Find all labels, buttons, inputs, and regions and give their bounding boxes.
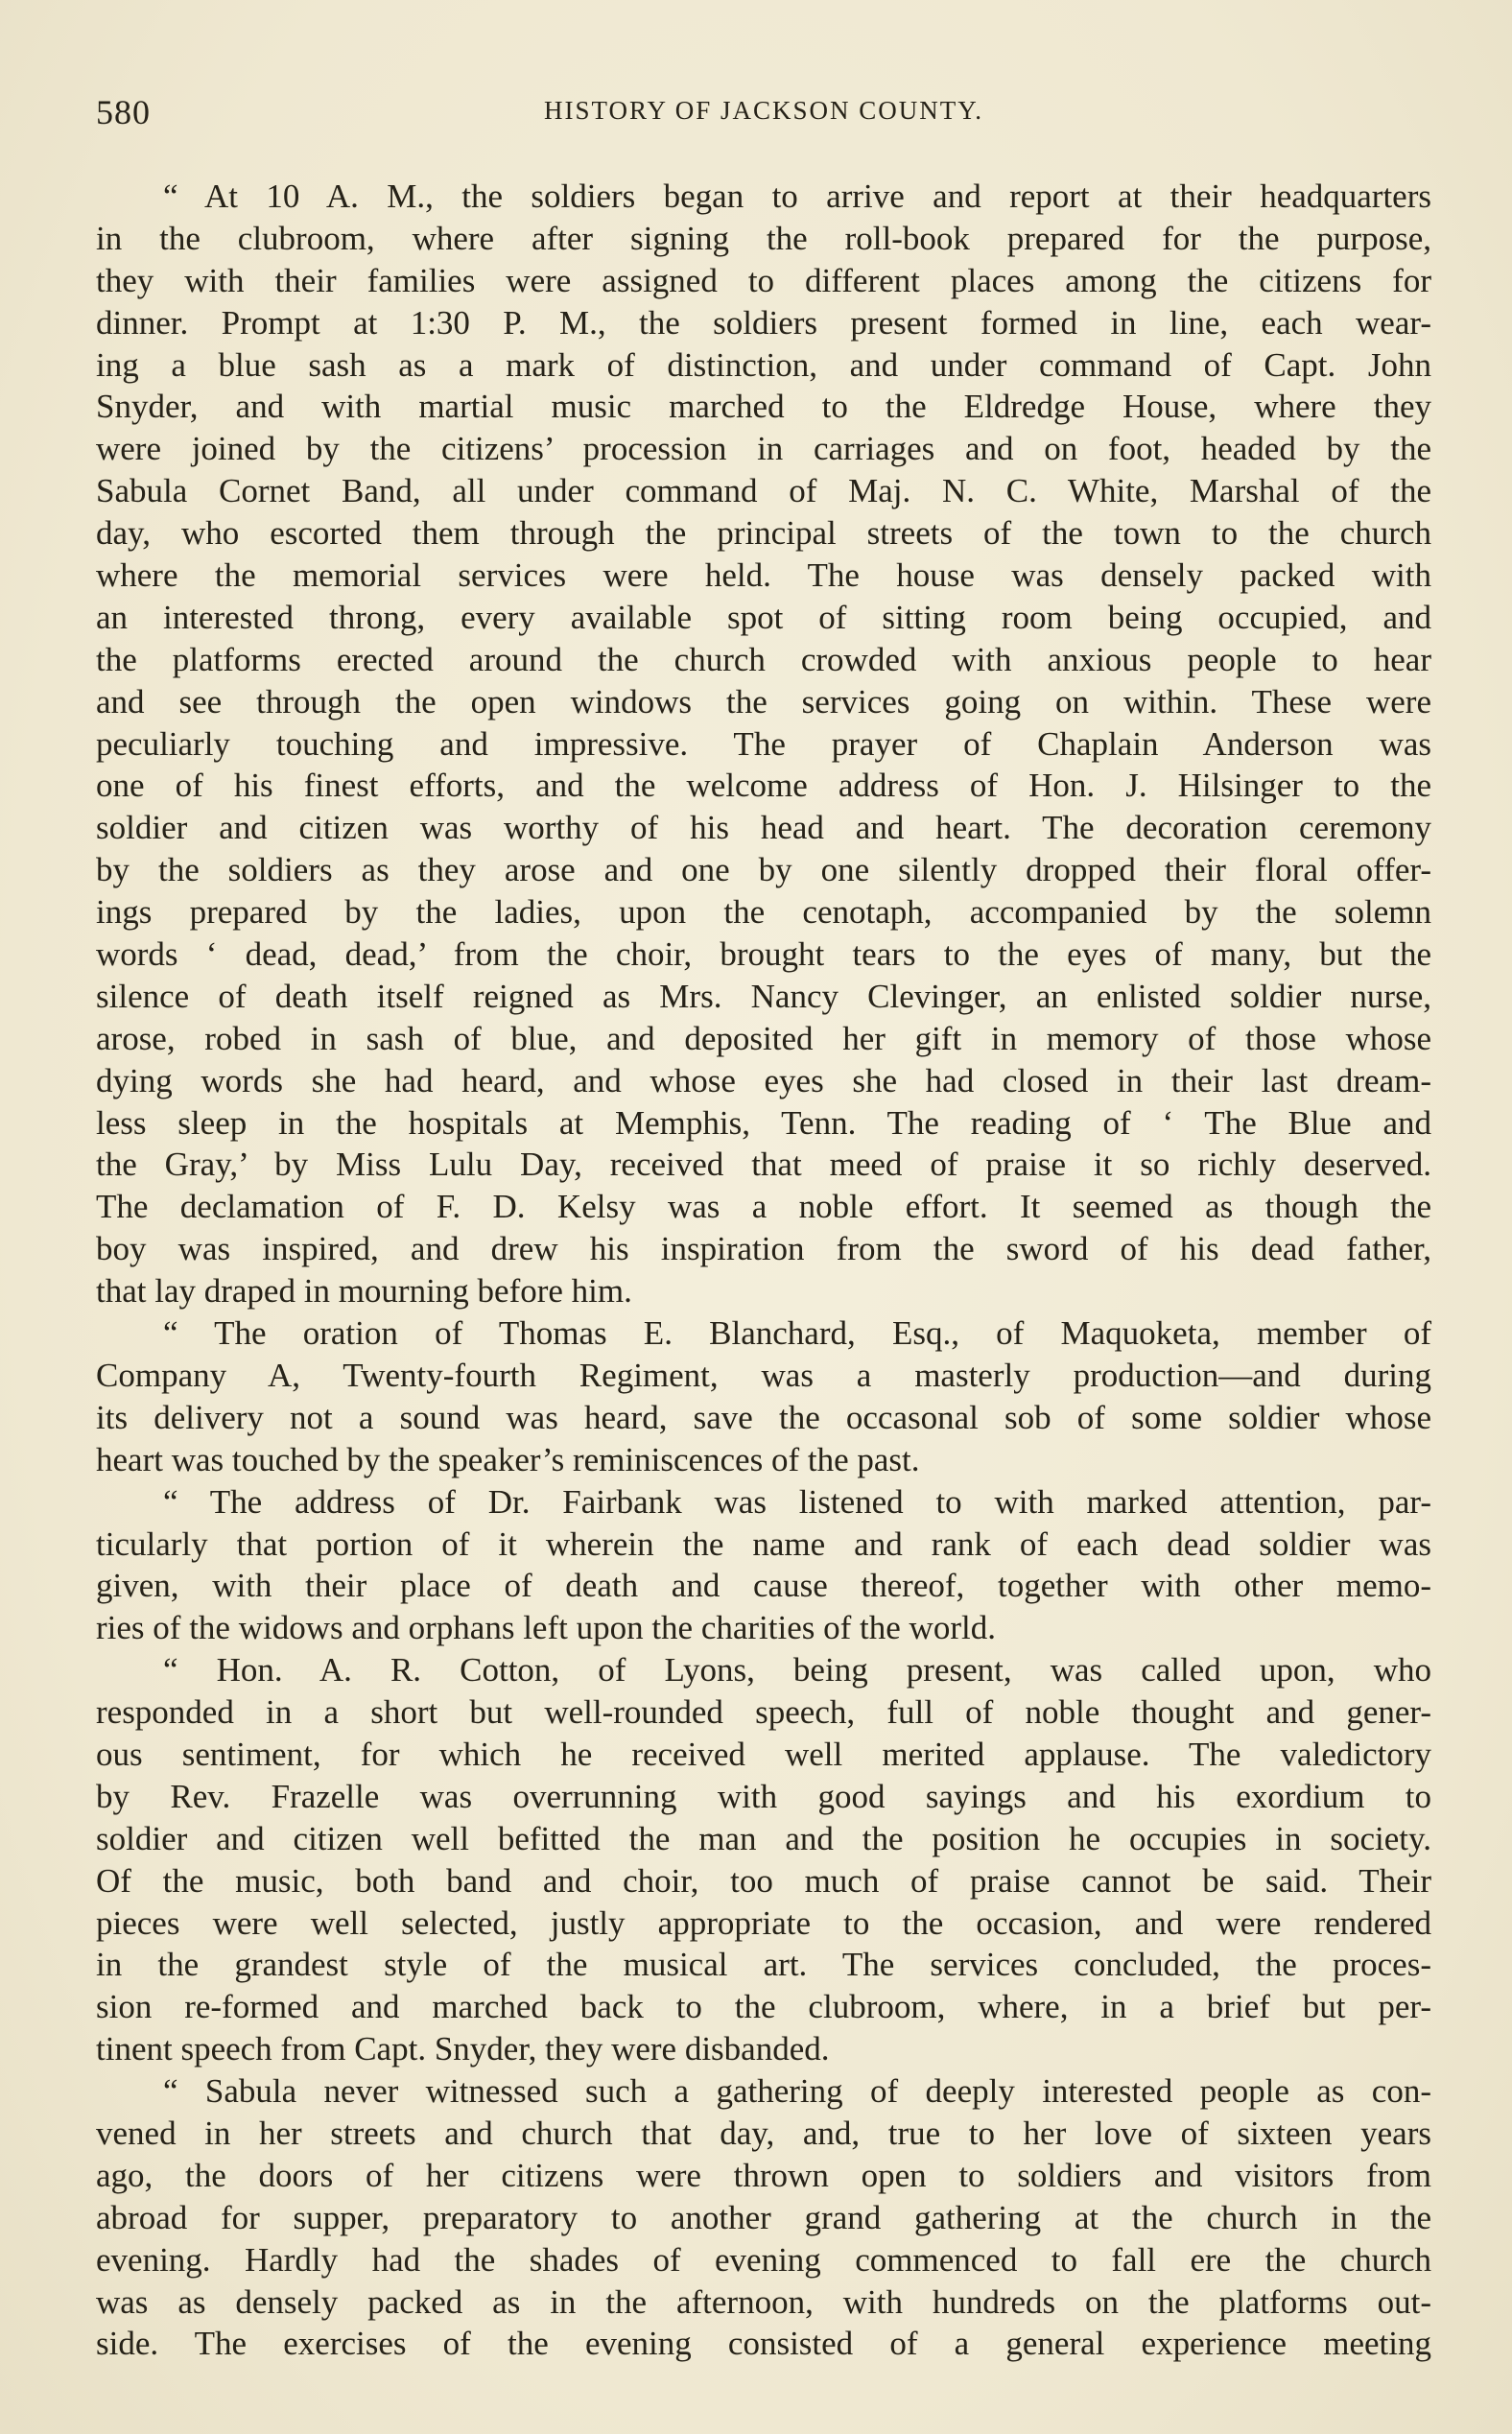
text-line: tinent speech from Capt. Snyder, they were disbanded. bbox=[96, 2030, 830, 2068]
text-line: pieces were well selected, justly appropriate to the occasion, and were rendered bbox=[96, 1903, 1431, 1942]
text-line: ous sentiment, for which he received well merited applause. The valedictory bbox=[96, 1735, 1431, 1773]
text-line: arose, robed in sash of blue, and deposited her gift in memory of those whose bbox=[96, 1019, 1431, 1057]
text-line: the platforms erected around the church crowded with anxious people to hear bbox=[96, 640, 1431, 678]
text-line: ings prepared by the ladies, upon the cenotaph, accompanied by the solemn bbox=[96, 893, 1431, 932]
text-line: the Gray,’ by Miss Lulu Day, received that meed of praise it so richly deserved. bbox=[96, 1146, 1431, 1184]
text-line: Of the music, both band and choir, too much of praise cannot be said. Their bbox=[96, 1861, 1431, 1900]
text-line: heart was touched by the speaker’s reminiscences of the past. bbox=[96, 1440, 920, 1478]
text-line: silence of death itself reigned as Mrs. Nancy Clevinger, an enlisted soldier nurse, bbox=[96, 977, 1431, 1015]
text-line: ago, the doors of her citizens were thrown open to soldiers and visitors from bbox=[96, 2156, 1431, 2194]
text-line: and see through the open windows the services going on within. These were bbox=[96, 682, 1431, 721]
text-line: less sleep in the hospitals at Memphis, Tenn. The reading of ‘ The Blue and bbox=[96, 1103, 1431, 1142]
text-line: dinner. Prompt at 1:30 P. M., the soldiers present formed in line, each wear- bbox=[96, 303, 1431, 342]
text-line: ing a blue sash as a mark of distinction, and under command of Capt. John bbox=[96, 345, 1431, 384]
text-line: they with their families were assigned to different places among the citizens for bbox=[96, 261, 1431, 299]
text-line: was as densely packed as in the afternoon, with hundreds on the platforms out- bbox=[96, 2282, 1431, 2321]
text-line: where the memorial services were held. The house was densely packed with bbox=[96, 556, 1431, 595]
text-line: “ Hon. A. R. Cotton, of Lyons, being present, was called upon, who bbox=[163, 1651, 1431, 1690]
text-line: vened in her streets and church that day, and, true to her love of sixteen years bbox=[96, 2114, 1431, 2152]
text-line: given, with their place of death and cause thereof, together with other memo- bbox=[96, 1567, 1431, 1605]
running-head bbox=[96, 92, 1431, 134]
text-line: “ At 10 A. M., the soldiers began to arrive and report at their headquarters bbox=[163, 177, 1431, 215]
text-line: day, who escorted them through the principal streets of the town to the church bbox=[96, 514, 1431, 553]
text-line: Sabula Cornet Band, all under command of Maj. N. C. White, Marshal of the bbox=[96, 472, 1431, 510]
text-line: soldier and citizen was worthy of his head and heart. The decoration ceremony bbox=[96, 809, 1431, 847]
text-line: responded in a short but well-rounded speech, full of noble thought and gener- bbox=[96, 1693, 1431, 1732]
text-line: in the clubroom, where after signing the roll-book prepared for the purpose, bbox=[96, 219, 1431, 257]
text-line: dying words she had heard, and whose eyes she had closed in their last dream- bbox=[96, 1061, 1431, 1099]
text-line: evening. Hardly had the shades of evening commenced to fall ere the church bbox=[96, 2240, 1431, 2279]
text-line: soldier and citizen well befitted the man and the position he occupies in society. bbox=[96, 1819, 1431, 1857]
text-line: abroad for supper, preparatory to another grand gathering at the church in the bbox=[96, 2198, 1431, 2236]
text-line: ticularly that portion of it wherein the name and rank of each dead soldier was bbox=[96, 1524, 1431, 1563]
page-number: 580 bbox=[96, 93, 151, 131]
text-line: sion re-formed and marched back to the clubroom, where, in a brief but per- bbox=[96, 1988, 1431, 2026]
body-text bbox=[96, 176, 1431, 2365]
text-line: peculiarly touching and impressive. The prayer of Chaplain Anderson was bbox=[96, 724, 1431, 763]
text-line: one of his finest efforts, and the welcome address of Hon. J. Hilsinger to the bbox=[96, 767, 1431, 805]
text-line: ries of the widows and orphans left upon the charities of the world. bbox=[96, 1609, 996, 1647]
text-line: that lay draped in mourning before him. bbox=[96, 1272, 632, 1311]
text-line: its delivery not a sound was heard, save the occasonal sob of some soldier whose bbox=[96, 1398, 1431, 1436]
text-line: Snyder, and with martial music marched to the Eldredge House, where they bbox=[96, 388, 1431, 426]
text-line: side. The exercises of the evening consisted of a general experience meeting bbox=[96, 2325, 1431, 2363]
text-line: The declamation of F. D. Kelsy was a noble effort. It seemed as though the bbox=[96, 1188, 1431, 1226]
text-line: “ The oration of Thomas E. Blanchard, Esq., of Maquoketa, member of bbox=[163, 1314, 1431, 1353]
text-line: by the soldiers as they arose and one by one silently dropped their floral offer- bbox=[96, 851, 1431, 889]
text-line: “ The address of Dr. Fairbank was listened to with marked attention, par- bbox=[163, 1482, 1431, 1521]
running-title: HISTORY OF JACKSON COUNTY. bbox=[543, 96, 984, 125]
text-line: were joined by the citizens’ procession in carriages and on foot, headed by the bbox=[96, 430, 1431, 468]
text-line: Company A, Twenty-fourth Regiment, was a masterly production—and during bbox=[96, 1356, 1431, 1394]
text-line: “ Sabula never witnessed such a gathering of deeply interested people as con- bbox=[163, 2072, 1431, 2111]
text-line: by Rev. Frazelle was overrunning with good sayings and his exordium to bbox=[96, 1777, 1431, 1815]
text-line: in the grandest style of the musical art. The services concluded, the proces- bbox=[96, 1946, 1431, 1984]
text-line: boy was inspired, and drew his inspiration from the sword of his dead father, bbox=[96, 1230, 1431, 1268]
text-line: an interested throng, every available spot of sitting room being occupied, and bbox=[96, 598, 1431, 636]
text-line: words ‘ dead, dead,’ from the choir, brought tears to the eyes of many, but the bbox=[96, 935, 1431, 974]
